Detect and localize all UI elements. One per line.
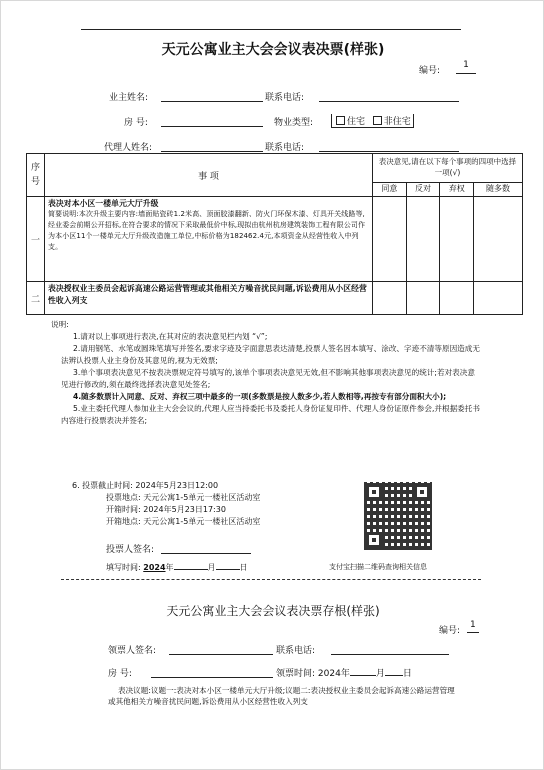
option-agree: 同意 <box>373 183 407 197</box>
voter-sign-field[interactable] <box>161 553 251 554</box>
instructions <box>51 319 481 427</box>
stub-phone-label: 联系电话: <box>276 646 316 656</box>
qr-code-image <box>364 482 432 550</box>
option-follow-majority: 随多数 <box>474 183 523 197</box>
agent-name-label: 代理人姓名: <box>104 143 153 153</box>
stub-receive-time: 领票时间: 2024年 月 日 <box>276 669 412 679</box>
owner-phone-field[interactable] <box>319 101 459 102</box>
vote-cell-abstain[interactable] <box>440 197 474 282</box>
stub-room-label: 房 号: <box>108 669 132 679</box>
agent-name-field[interactable] <box>161 151 263 152</box>
open-place-value: 天元公寓1-5单元一楼社区活动室 <box>143 517 261 526</box>
top-rule <box>81 29 461 30</box>
ballot-title: 天元公寓业主大会会议表决票(样张) <box>161 42 385 58</box>
qr-caption: 支付宝扫描二维码查询相关信息 <box>329 563 427 571</box>
vote-cell-abstain[interactable] <box>440 282 474 315</box>
residential-checkbox[interactable] <box>336 116 345 125</box>
header-opinion: 表决意见,请在以下每个事项的四项中选择一项(√) <box>373 154 523 183</box>
vote-cell-majority[interactable] <box>474 197 523 282</box>
owner-name-label: 业主姓名: <box>109 93 149 103</box>
open-time-label: 开箱时间: <box>106 505 141 514</box>
note-item: 4.随多数票计入同意、反对、弃权三项中最多的一项(多数票是按人数多少,若人数相等,再按专有部分面积大小); <box>73 392 447 401</box>
cut-line <box>61 579 481 580</box>
note-item: 5.业主委托代理人参加业主大会会议的,代理人应当持委托书及委托人身份证复印件、代理人身份证原件参会,并根据委托书内容进行投票表决并签名; <box>61 404 480 425</box>
vote-cell-oppose[interactable] <box>406 197 440 282</box>
table-row <box>27 197 523 282</box>
row-title: 表决授权业主委员会起诉高速公路运营管理或其他相关方噪音扰民问题,诉讼费用从小区经营性收入列支 <box>45 282 373 315</box>
note-item: 2.请用钢笔、水笔或圆珠笔填写并签名,要求字迹及字面意思表达清楚,投票人签名因本填写、涂改、字迹不清等原因造成无法辨认投票人业主身份及其意见的,视为无效票; <box>61 344 480 365</box>
header-item: 事 项 <box>45 154 373 197</box>
stub-receiver-label: 领票人签名: <box>108 646 157 656</box>
voter-sign-label: 投票人签名: <box>106 545 155 555</box>
fill-time: 填写时间: 2024年 月 日 <box>106 563 248 572</box>
stub-topics: 表决议题:议题一:表决对本小区一楼单元大厅升级;议题二:表决授权业主委员会起诉高速公路运营管理或其他相关方噪音扰民问题,诉讼费用从小区经营性收入列支 <box>108 686 455 706</box>
row-title: 表决对本小区一楼单元大厅升级 <box>48 199 159 208</box>
property-type-label: 物业类型: <box>274 118 314 128</box>
room-label: 房 号: <box>124 118 148 128</box>
owner-phone-label: 联系电话: <box>265 93 305 103</box>
vote-info <box>72 480 260 528</box>
stub-receive-time-label: 领票时间: <box>276 669 316 679</box>
vote-cell-agree[interactable] <box>373 197 407 282</box>
stub-title: 天元公寓业主大会会议表决票存根(样张) <box>166 604 380 618</box>
room-field[interactable] <box>161 126 263 127</box>
number-label: 编号: <box>419 66 441 76</box>
fill-year: 2024 <box>143 563 166 572</box>
notes-heading: 说明: <box>51 320 69 329</box>
row-description: 简要说明:本次升级主要内容:墙面贴瓷砖1.2米高、顶面胶漆翻新、防火门环保木漆、灯具开关线路等,经业委会前期公开招标,在符合要求的情况下采取最低价中标,现拟由杭州杭房建筑装饰工程有限公司作为本小区11个一楼单元大厅升级改造施工单位,中标价格为182462.4元,本项资金从经营性收入中列支。 <box>48 210 366 251</box>
agent-phone-field[interactable] <box>319 151 459 152</box>
open-place-label: 开箱地点: <box>106 517 141 526</box>
owner-name-field[interactable] <box>161 101 263 102</box>
non-residential-checkbox[interactable] <box>373 116 382 125</box>
fill-time-label: 填写时间: <box>106 563 141 572</box>
option-abstain: 弃权 <box>440 183 474 197</box>
vote-place-label: 投票地点: <box>106 493 141 502</box>
row-item <box>45 197 373 282</box>
open-time-value: 2024年5月23日17:30 <box>143 505 226 514</box>
stub-phone-field[interactable] <box>331 654 449 655</box>
deadline-value: 2024年5月23日12:00 <box>135 481 219 490</box>
stub-room-field[interactable] <box>151 677 273 678</box>
note-item: 1.请对以上事项进行表决,在其对应的表决意见栏内划 “√”; <box>73 332 268 341</box>
vote-cell-oppose[interactable] <box>406 282 440 315</box>
vote-cell-majority[interactable] <box>474 282 523 315</box>
agent-phone-label: 联系电话: <box>265 143 305 153</box>
option-oppose: 反对 <box>406 183 440 197</box>
non-residential-option: 非住宅 <box>383 117 411 127</box>
stub-receive-year: 2024 <box>317 669 341 679</box>
header-seq: 序号 <box>27 154 45 197</box>
row-seq: 二 <box>27 282 45 315</box>
note-item: 3.单个事项表决意见不按表决票规定符号填写的,该单个事项表决意见无效,但不影响其他事项表决意见的统计;若对表决意见进行修改的,须在最终选择表决意见处签名; <box>61 368 475 389</box>
vote-cell-agree[interactable] <box>373 282 407 315</box>
deadline-label: 6. 投票截止时间: <box>72 481 133 490</box>
table-row <box>27 282 523 315</box>
row-seq: 一 <box>27 197 45 282</box>
stub-number-label: 编号: <box>439 626 461 636</box>
residential-option: 住宅 <box>347 117 366 127</box>
vote-table <box>26 153 523 315</box>
stub-number-value: 1 <box>470 620 476 630</box>
stub-receiver-field[interactable] <box>169 654 273 655</box>
vote-place-value: 天元公寓1-5单元一楼社区活动室 <box>143 493 261 502</box>
number-value: 1 <box>463 60 469 70</box>
property-type-options <box>331 114 414 128</box>
